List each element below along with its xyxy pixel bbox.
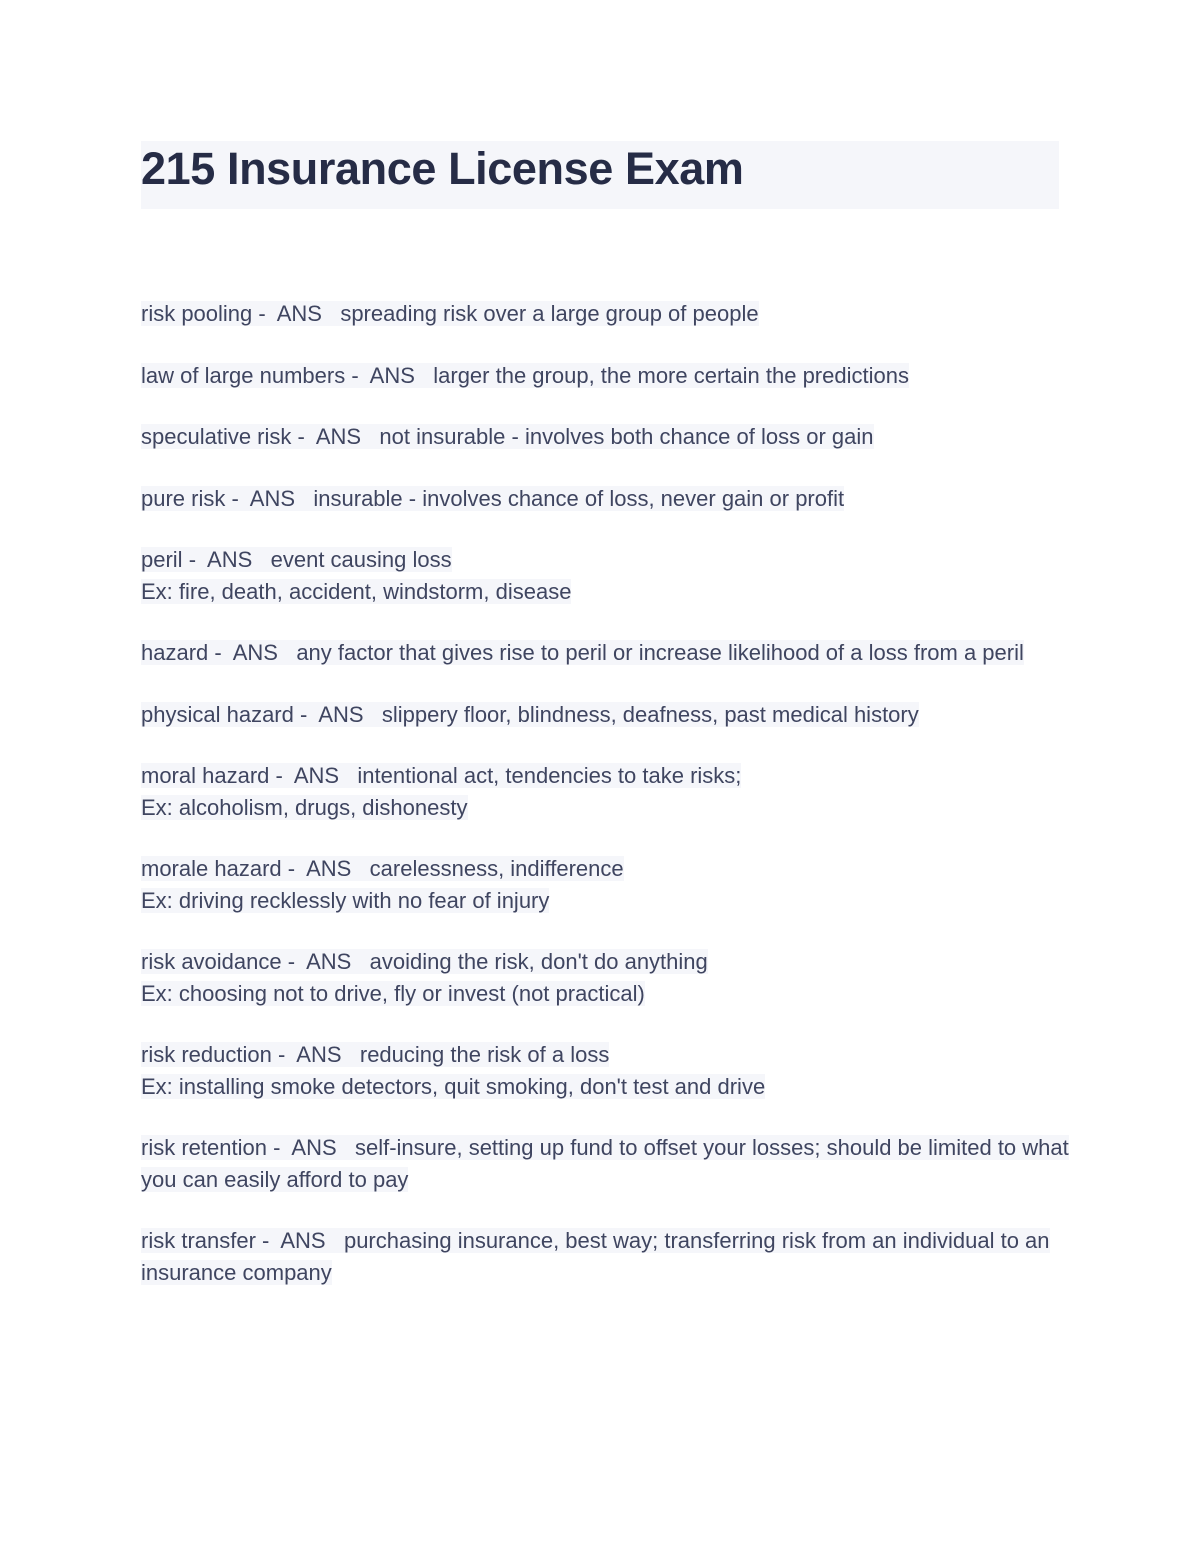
example: Ex: installing smoke detectors, quit smoking, don't test and drive <box>141 1073 766 1099</box>
answer: larger the group, the more certain the predictions <box>433 362 909 388</box>
answer: avoiding the risk, don't do anything <box>369 949 708 974</box>
list-item: morale hazard - ANS carelessness, indifference Ex: driving recklessly with no fear of injury <box>141 856 624 913</box>
answer: purchasing insurance, best way; transferring risk from an individual to an insurance company <box>141 1228 1050 1285</box>
answer: insurable - involves chance of loss, never gain or profit <box>313 485 845 511</box>
example: Ex: driving recklessly with no fear of injury <box>141 887 550 913</box>
answer: reducing the risk of a loss <box>359 1042 610 1067</box>
list-item: speculative risk - ANS not insurable - involves both chance of loss or gain <box>141 424 874 449</box>
list-item: risk retention - ANS self-insure, setting up fund to offset your losses; should be limited to what you can easily afford to pay <box>141 1135 1069 1192</box>
page-title: 215 Insurance License Exam <box>141 143 744 194</box>
term: moral hazard <box>141 763 270 788</box>
term: risk reduction <box>141 1042 272 1067</box>
list-item: peril - ANS event causing loss Ex: fire, death, accident, windstorm, disease <box>141 547 572 604</box>
answer: event causing loss <box>270 547 452 572</box>
term: physical hazard <box>141 701 294 727</box>
list-item: moral hazard - ANS intentional act, tendencies to take risks; Ex: alcoholism, drugs, dishonesty <box>141 763 742 820</box>
term: pure risk <box>141 485 226 511</box>
example: Ex: fire, death, accident, windstorm, disease <box>141 578 572 604</box>
answer: spreading risk over a large group of people <box>340 301 759 326</box>
list-item: risk transfer - ANS purchasing insurance, best way; transferring risk from an individual to an insurance company <box>141 1228 1050 1285</box>
list-item: pure risk - ANS insurable - involves chance of loss, never gain or profit <box>141 485 845 511</box>
list-item: risk pooling - ANS spreading risk over a large group of people <box>141 301 759 326</box>
flashcard-list <box>141 298 1071 1318</box>
list-item: risk reduction - ANS reducing the risk of a loss Ex: installing smoke detectors, quit smoking, don't test and drive <box>141 1042 766 1099</box>
term: peril <box>141 547 183 572</box>
term: hazard <box>141 640 209 665</box>
answer: intentional act, tendencies to take risks; <box>357 763 742 788</box>
list-item: law of large numbers - ANS larger the group, the more certain the predictions <box>141 362 909 388</box>
answer: not insurable - involves both chance of loss or gain <box>379 424 874 449</box>
answer: any factor that gives rise to peril or increase likelihood of a loss from a peril <box>296 640 1024 665</box>
term: morale hazard <box>141 856 282 881</box>
list-item: risk avoidance - ANS avoiding the risk, don't do anything Ex: choosing not to drive, fly or invest (not practical) <box>141 949 708 1006</box>
answer: slippery floor, blindness, deafness, past medical history <box>381 701 919 727</box>
term: risk pooling <box>141 301 253 326</box>
term: law of large numbers <box>141 362 346 388</box>
list-item: hazard - ANS any factor that gives rise to peril or increase likelihood of a loss from a peril <box>141 640 1024 665</box>
list-item: physical hazard - ANS slippery floor, blindness, deafness, past medical history <box>141 701 919 727</box>
answer: carelessness, indifference <box>369 856 624 881</box>
example: Ex: choosing not to drive, fly or invest (not practical) <box>141 980 645 1006</box>
answer: self-insure, setting up fund to offset your losses; should be limited to what you can easily afford to pay <box>141 1135 1069 1192</box>
term: risk retention <box>141 1135 267 1160</box>
term: risk avoidance <box>141 949 282 974</box>
term: speculative risk <box>141 424 292 449</box>
term: risk transfer <box>141 1228 256 1253</box>
example: Ex: alcoholism, drugs, dishonesty <box>141 794 468 820</box>
